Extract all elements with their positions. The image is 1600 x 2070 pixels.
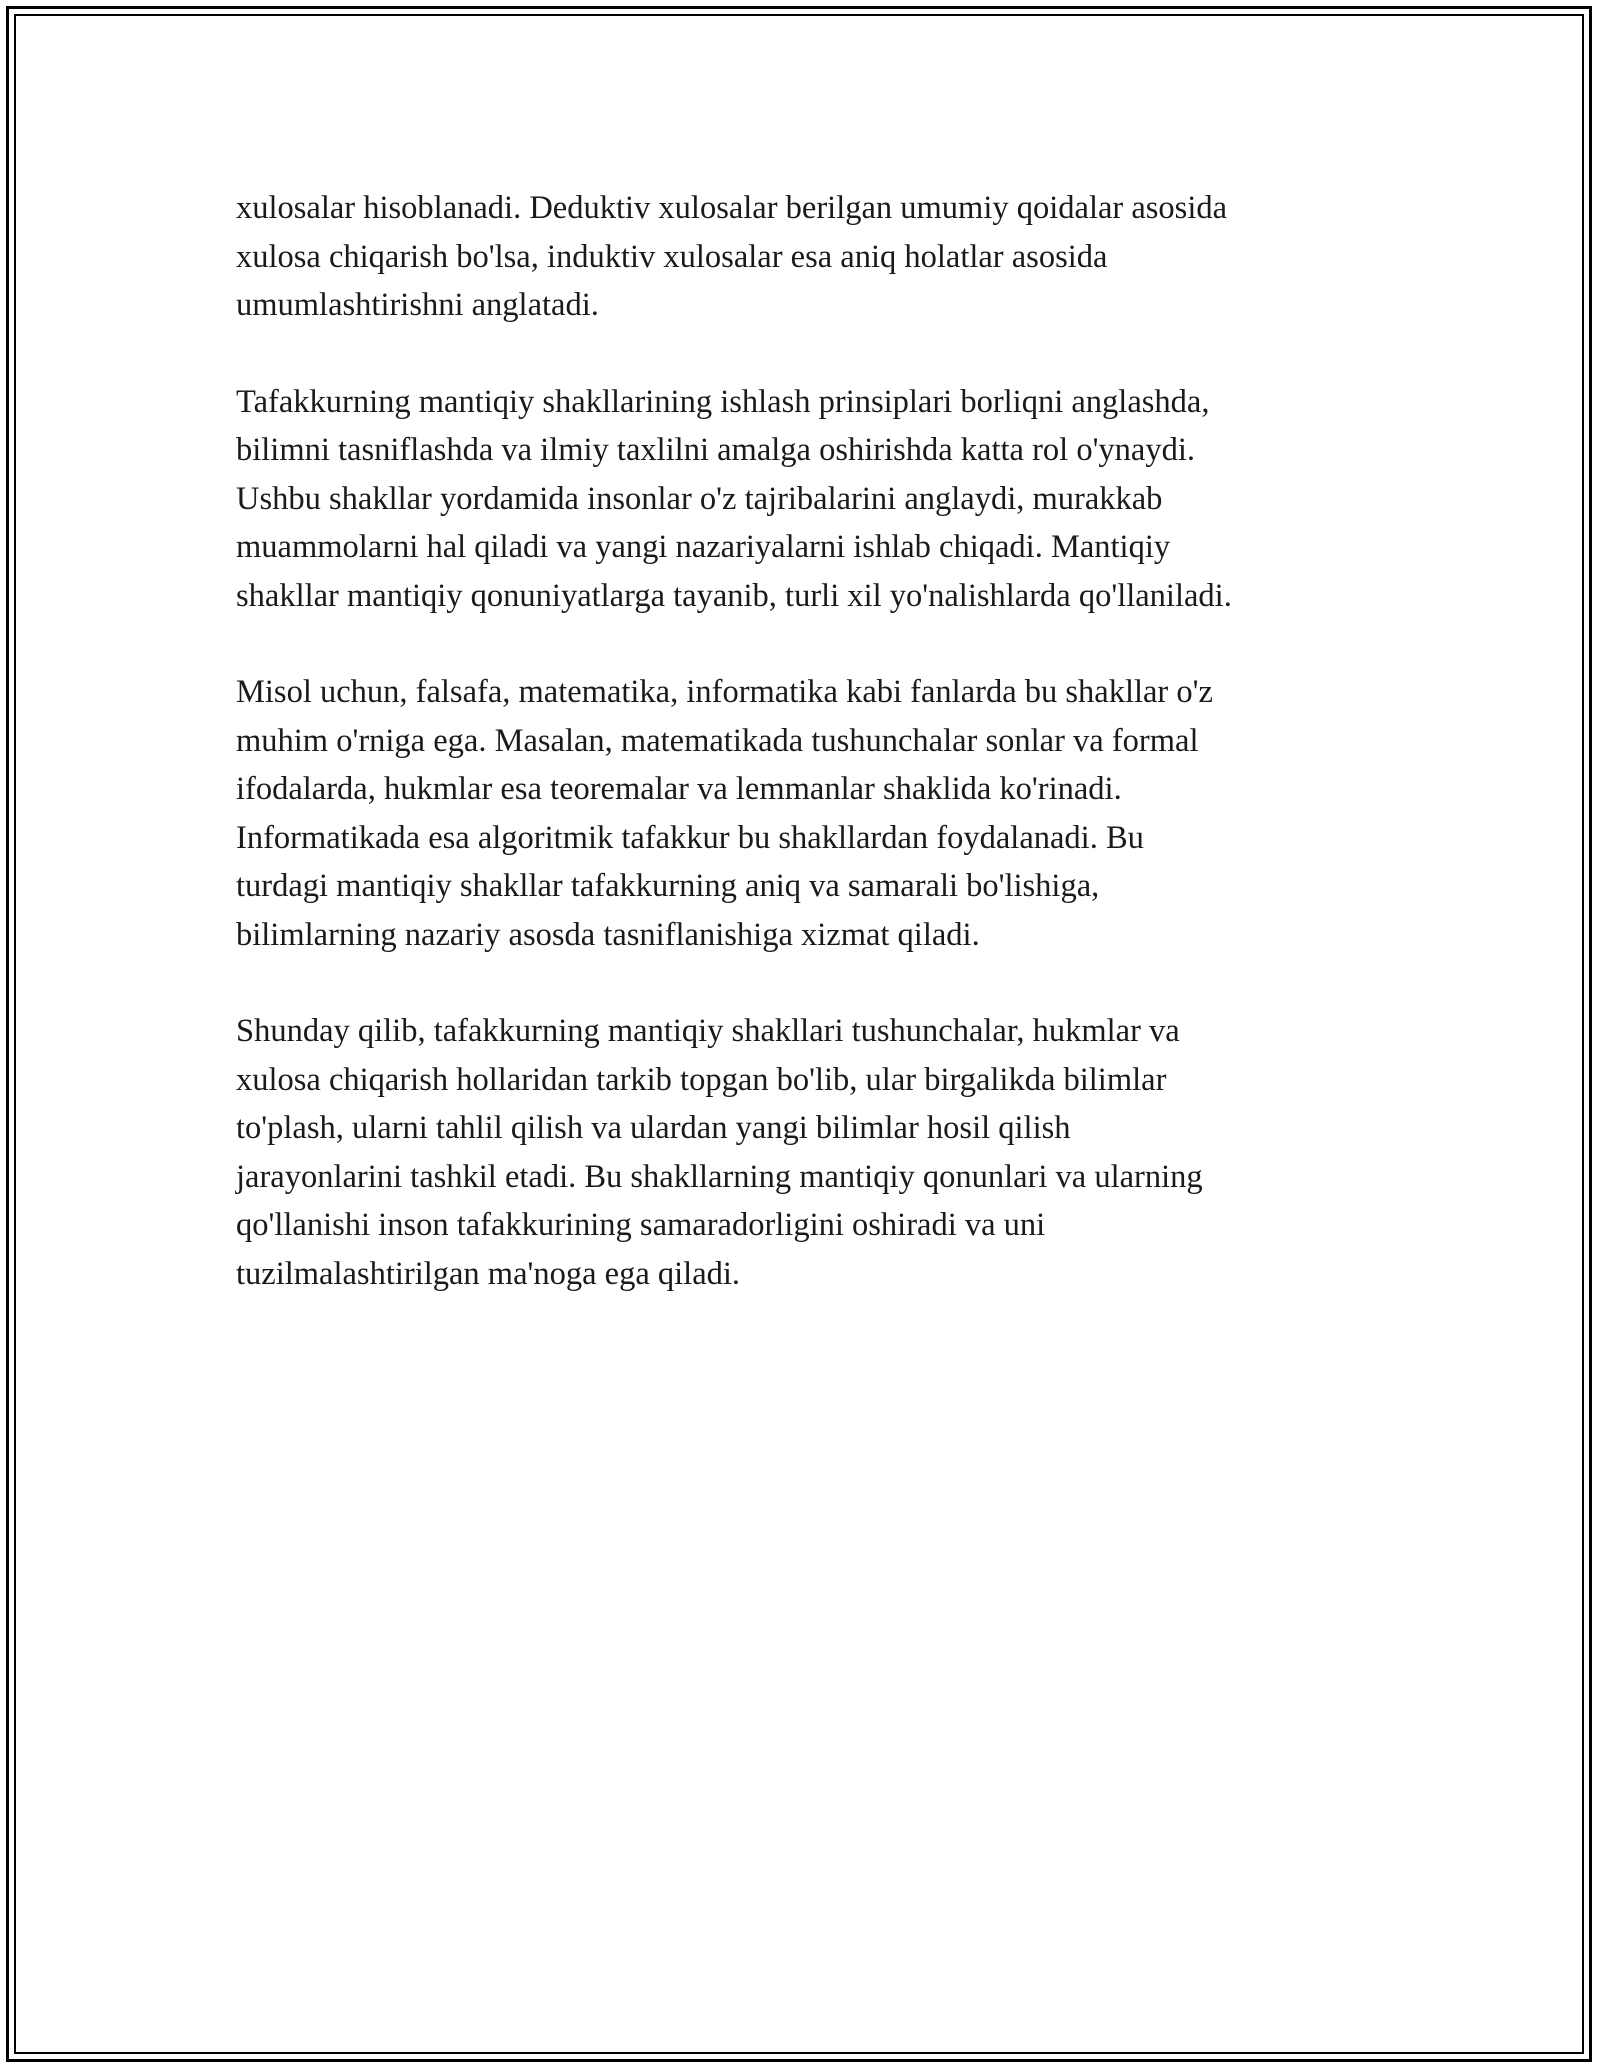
paragraph-3: Misol uchun, falsafa, matematika, informatika kabi fanlarda bu shakllar o'z muhim o'rniga ega. Masalan, matematikada tushunchalar sonlar va formal ifodalarda, hukmlar esa teoremalar va lemmanlar shaklida ko'rinadi. Informatikada esa algoritmik tafakkur bu shakllardan foydalanadi. Bu turdagi mantiqiy shakllar tafakkurning aniq va samarali bo'lishiga, bilimlarning nazariy asosda tasniflanishiga xizmat qiladi.	[236, 674, 1213, 953]
document-body	[236, 184, 1366, 1346]
paragraph-4: Shunday qilib, tafakkurning mantiqiy shakllari tushunchalar, hukmlar va xulosa chiqarish hollaridan tarkib topgan bo'lib, ular birgalikda bilimlar to'plash, ularni tahlil qilish va ulardan yangi bilimlar hosil qilish jarayonlarini tashkil etadi. Bu shakllarning mantiqiy qonunlari va ularning qo'llanishi inson tafakkurining samaradorligini oshiradi va uni tuzilmalashtirilgan ma'noga ega qiladi.	[236, 1013, 1203, 1292]
paragraph-2: Tafakkurning mantiqiy shakllarining ishlash prinsiplari borliqni anglashda, bilimni tasniflashda va ilmiy taxlilni amalga oshirishda katta rol o'ynaydi. Ushbu shakllar yordamida insonlar o'z tajribalarini anglaydi, murakkab muammolarni hal qiladi va yangi nazariyalarni ishlab chiqadi. Mantiqiy shakllar mantiqiy qonuniyatlarga tayanib, turli xil yo'nalishlarda qo'llaniladi.	[236, 383, 1232, 614]
paragraph-1: xulosalar hisoblanadi. Deduktiv xulosalar berilgan umumiy qoidalar asosida xulosa chiqarish bo'lsa, induktiv xulosalar esa aniq holatlar asosida umumlashtirishni anglatadi.	[236, 190, 1228, 323]
